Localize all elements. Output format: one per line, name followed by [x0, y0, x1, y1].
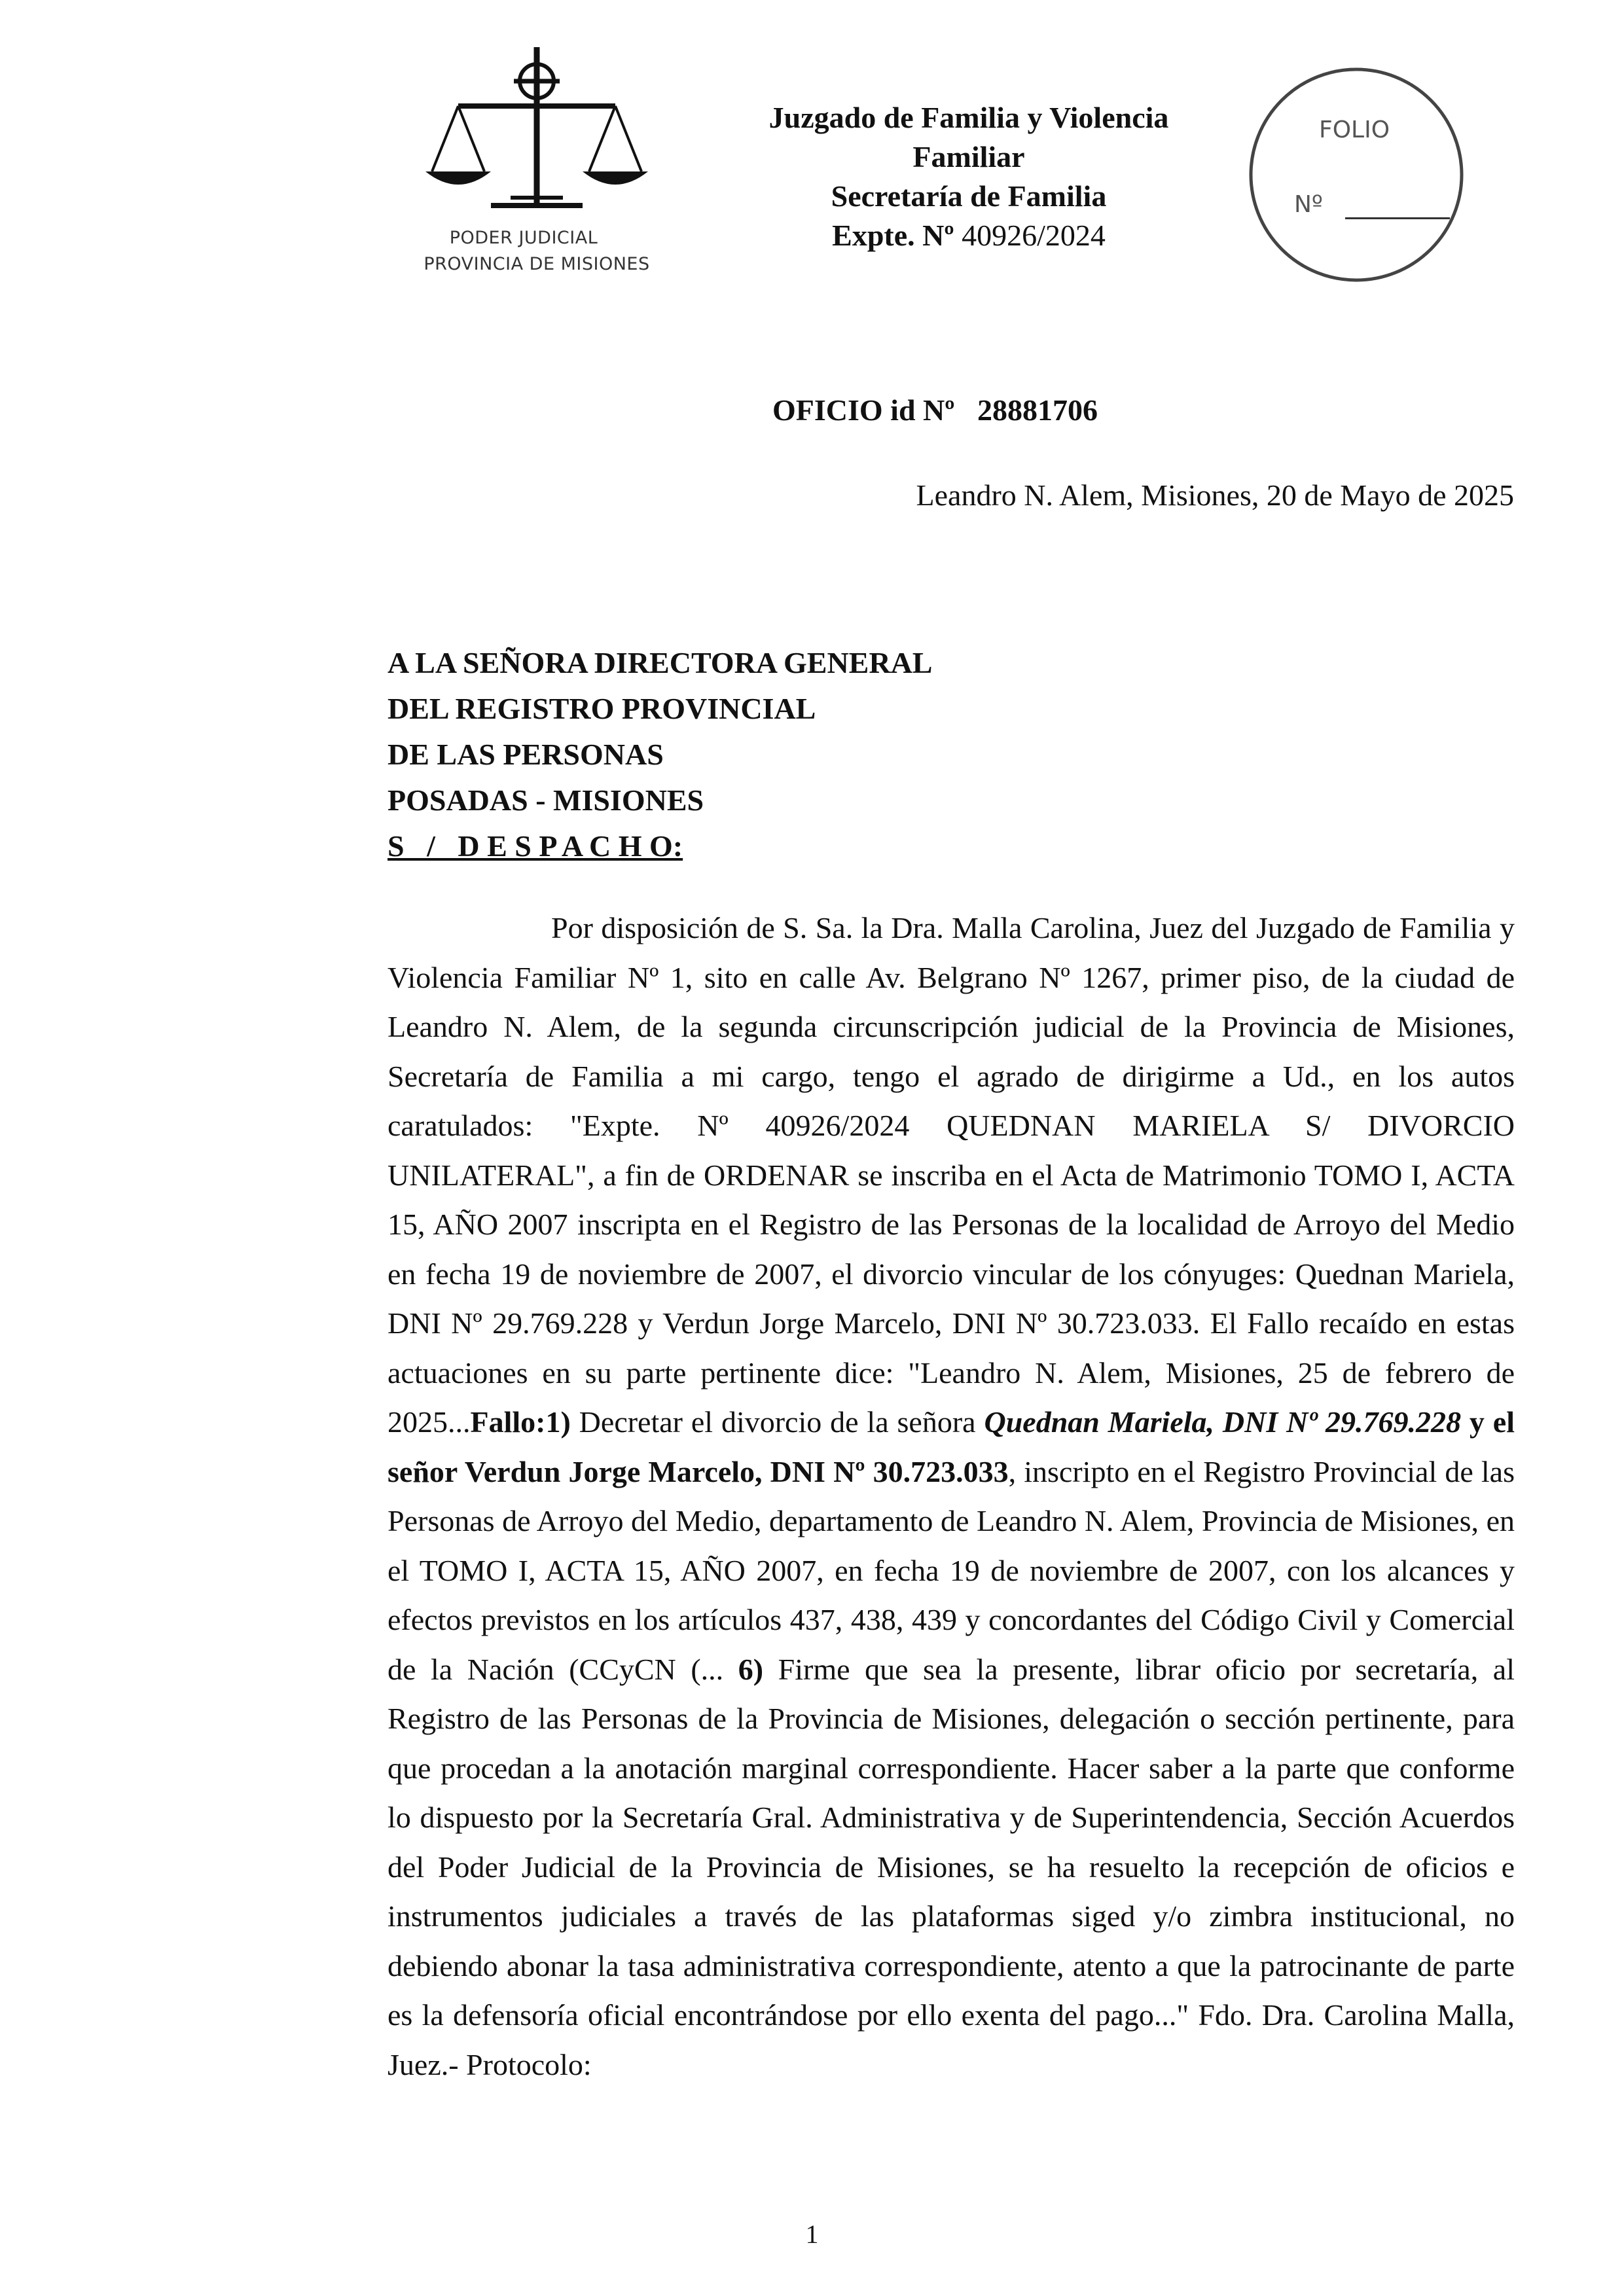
court-logo: [406, 41, 668, 289]
expte-number: 40926/2024: [962, 219, 1106, 252]
folio-number-label: Nº: [1294, 191, 1323, 218]
scales-of-justice-icon: [406, 41, 668, 230]
addressee-block: [388, 640, 932, 869]
wife-name: Quednan Mariela, DNI Nº 29.769.228: [984, 1405, 1462, 1439]
folio-stamp: [1247, 65, 1466, 284]
court-name-line1: Juzgado de Familia y Violencia: [768, 101, 1169, 134]
body-paragraph: [388, 903, 1515, 2089]
folio-circle-icon: [1247, 65, 1466, 284]
body-text-part1: Por disposición de S. Sa. la Dra. Malla Carolina, Juez del Juzgado de Familia y Violencia Familiar Nº 1, sito en calle Av. Belgrano Nº 1267, primer piso, de la ciudad de Leandro N. Alem, de la segunda circunscripción judicial de la Provincia de Misiones, Secretaría de Familia a mi cargo, tengo el agrado de dirigirme a Ud., en los autos caratulados: "Expte. Nº 40926/2024 QUEDNAN MARIELA S/ DIVORCIO UNILATERAL", a fin de ORDENAR se inscriba en el Acta de Matrimonio TOMO I, ACTA 15, AÑO 2007 inscripta en el Registro de las Personas de la localidad de Arroyo del Medio en fecha 19 de noviembre de 2007, el divorcio vincular de los cónyuges: Quednan Mariela, DNI Nº 29.769.228 y Verdun Jorge Marcelo, DNI Nº 30.723.033. El Fallo recaído en estas actuaciones en su parte pertinente dice: "Leandro N. Alem, Misiones, 25 de febrero de 2025...: [388, 911, 1515, 1439]
body-text-part4: , inscripto en el Registro Provincial de las Personas de Arroyo del Medio, departamento de Leandro N. Alem, Provincia de Misiones, en el TOMO I, ACTA 15, AÑO 2007, en fecha 19 de noviembre de 2007, con los alcances y efectos previstos en los artículos 437, 438, 439 y concordantes del Código Civil y Comercial de la Nación (CCyCN: [388, 1454, 1515, 1686]
expte-line: [707, 216, 1231, 255]
addressee-line1: A LA SEÑORA DIRECTORA GENERAL: [388, 646, 933, 679]
body-text-part5: Firme que sea la presente, librar oficio por secretaría, al Registro de las Personas de la Provincia de Misiones, delegación o sección pertinente, para que procedan a la anotación marginal correspondiente. Hacer saber a la parte que conforme lo dispuesto por la Secretaría Gral. Administrativa y de Superintendencia, Sección Acuerdos del Poder Judicial de la Provincia de Misiones, se ha resuelto la recepción de oficios e instrumentos judiciales a través de las plataformas siged y/o zimbra institucional, no debiendo abonar la tasa administrativa correspondiente, atento a que la patrocinante de parte es la defensoría oficial encontrándose por ello exenta del pago..." Fdo. Dra. Carolina Malla, Juez.- Protocolo:: [388, 1652, 1515, 2081]
expte-label: Expte. Nº: [832, 219, 954, 252]
court-header: [707, 98, 1231, 255]
folio-number-blank: [1345, 217, 1450, 219]
secretaria-name: Secretaría de Familia: [831, 179, 1107, 213]
place-date: Leandro N. Alem, Misiones, 20 de Mayo de 2025: [916, 478, 1514, 512]
ellipsis-mark: (...: [691, 1652, 724, 1686]
logo-text-line1: PODER JUDICIAL: [449, 228, 598, 248]
husband-name: y el señor Verdun Jorge Marcelo, DNI Nº 30.723.033: [388, 1405, 1515, 1488]
logo-text-line2: PROVINCIA DE MISIONES: [424, 254, 650, 274]
folio-label: FOLIO: [1319, 117, 1390, 143]
oficio-id: OFICIO id Nº 28881706: [772, 393, 1098, 427]
page-number: 1: [805, 2219, 819, 2249]
addressee-line2: DEL REGISTRO PROVINCIAL: [388, 692, 816, 725]
addressee-line4: POSADAS - MISIONES: [388, 783, 704, 817]
court-name-line2: Familiar: [912, 140, 1025, 173]
addressee-despacho: S / D E S P A C H O:: [388, 829, 683, 863]
addressee-line3: DE LAS PERSONAS: [388, 738, 664, 771]
item-6-label: 6): [723, 1652, 764, 1686]
fallo-label: Fallo:1): [470, 1405, 571, 1439]
body-text-part2: Decretar el divorcio de la señora: [570, 1405, 984, 1439]
